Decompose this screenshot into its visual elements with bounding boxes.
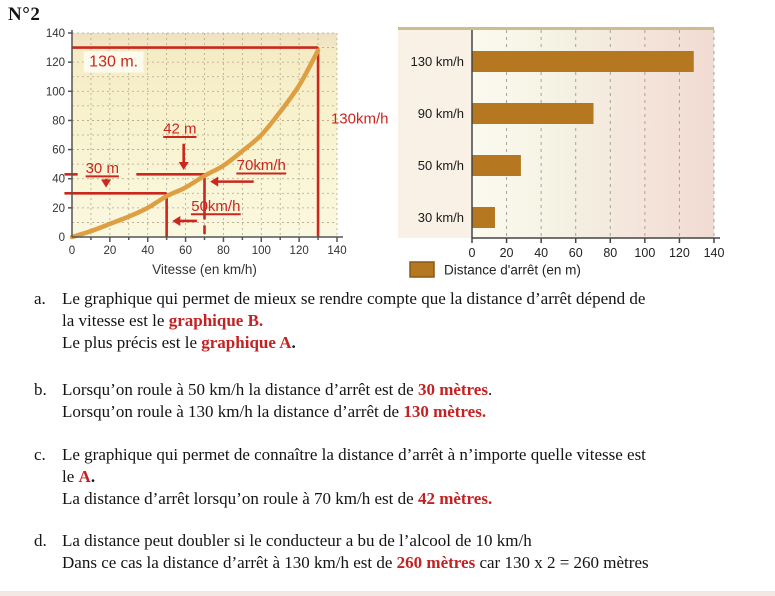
annotation-label: 130 m. bbox=[89, 53, 139, 71]
legend-swatch bbox=[410, 262, 434, 277]
bar-category-label: 30 km/h bbox=[417, 210, 464, 225]
answer-text: Lorsqu’on roule à 50 km/h la distance d’arrêt est de bbox=[62, 380, 418, 399]
answer-letter: b. bbox=[34, 380, 47, 399]
answer-item-d bbox=[34, 530, 649, 574]
answer-line bbox=[62, 552, 649, 574]
y-tick-label: 40 bbox=[52, 173, 65, 186]
answer-line bbox=[62, 466, 646, 488]
y-tick-label: 80 bbox=[52, 115, 65, 128]
answer-text: Le graphique qui permet de mieux se rendre compte que la distance d’arrêt dépend de bbox=[62, 289, 646, 308]
answer-letter: c. bbox=[34, 445, 46, 464]
exercise-number: N°2 bbox=[8, 4, 41, 25]
x-tick-label: 20 bbox=[499, 246, 514, 260]
answer-text: la vitesse est le bbox=[62, 311, 169, 330]
graph-B-bar-chart bbox=[398, 22, 743, 288]
bar-50km/h bbox=[473, 155, 521, 176]
bar-category-label: 130 km/h bbox=[410, 54, 464, 69]
answer-line bbox=[62, 288, 645, 310]
answer-text: Le plus précis est le bbox=[62, 333, 202, 352]
y-tick-label: 100 bbox=[45, 86, 65, 99]
bar-130km/h bbox=[473, 51, 694, 72]
annotation-label: 42 m bbox=[163, 120, 197, 138]
annotation-label: 130km/h bbox=[330, 110, 389, 128]
x-tick-label: 60 bbox=[179, 245, 192, 257]
answer-letter: a. bbox=[34, 289, 46, 308]
x-tick-label: 20 bbox=[103, 245, 117, 257]
answer-line bbox=[62, 332, 645, 354]
answer-text: Lorsqu’on roule à 130 km/h la distance d’arrêt de bbox=[62, 402, 404, 421]
answer-text: le bbox=[62, 467, 79, 486]
bar-30km/h bbox=[473, 207, 495, 228]
x-tick-label: 40 bbox=[534, 246, 549, 260]
answer-item-b bbox=[34, 379, 492, 423]
answer-text: Dans ce cas la distance d’arrêt à 130 km/h est de bbox=[62, 553, 397, 572]
answer-line bbox=[62, 444, 646, 466]
answer-highlight: 30 mètres bbox=[417, 380, 488, 399]
answer-text: . bbox=[90, 467, 96, 486]
y-tick-label: 60 bbox=[52, 144, 65, 157]
y-tick-label: 120 bbox=[45, 57, 65, 70]
answer-text: La distance peut doubler si le conducteur a bu de l’alcool de 10 km/h bbox=[62, 531, 532, 550]
x-tick-label: 40 bbox=[141, 245, 155, 257]
answer-text: La distance d’arrêt lorsqu’on roule à 70 km/h est de bbox=[62, 489, 418, 508]
x-tick-label: 140 bbox=[327, 245, 347, 257]
answer-highlight: A bbox=[78, 467, 91, 486]
answer-line bbox=[62, 530, 649, 552]
answer-highlight: 260 mètres bbox=[396, 553, 476, 572]
legend-label: Distance d'arrêt (en m) bbox=[444, 262, 581, 278]
x-tick-label: 120 bbox=[668, 246, 690, 260]
answer-line bbox=[62, 401, 492, 423]
bar-90km/h bbox=[473, 103, 594, 124]
y-tick-label: 20 bbox=[52, 202, 65, 215]
x-axis-title: Vitesse (en km/h) bbox=[152, 262, 257, 277]
answer-text: . bbox=[487, 380, 493, 399]
annotation-label: 30 m bbox=[85, 159, 119, 177]
answer-text: . bbox=[291, 333, 296, 352]
answer-item-a bbox=[34, 288, 645, 354]
x-tick-label: 100 bbox=[251, 245, 271, 257]
answer-highlight: graphique A bbox=[201, 333, 292, 352]
x-tick-label: 140 bbox=[703, 246, 725, 260]
answer-line bbox=[62, 488, 646, 510]
y-tick-label: 140 bbox=[45, 28, 65, 40]
x-tick-label: 0 bbox=[68, 245, 76, 257]
answer-highlight: 42 mètres. bbox=[417, 489, 493, 508]
annotation-label: 50km/h bbox=[191, 197, 241, 215]
answer-text: car 130 x 2 = 260 mètres bbox=[475, 553, 649, 572]
answer-highlight: 130 mètres. bbox=[403, 402, 487, 421]
x-tick-label: 60 bbox=[568, 246, 583, 260]
answer-line bbox=[62, 379, 492, 401]
y-tick-label: 0 bbox=[58, 232, 65, 244]
x-tick-label: 80 bbox=[603, 246, 618, 260]
bar-category-label: 90 km/h bbox=[417, 106, 464, 121]
answer-line bbox=[62, 310, 645, 332]
bar-category-label: 50 km/h bbox=[417, 158, 464, 173]
answer-text: Le graphique qui permet de connaître la distance d’arrêt à n’importe quelle vitesse est bbox=[62, 445, 646, 464]
x-tick-label: 100 bbox=[634, 246, 656, 260]
x-tick-label: 120 bbox=[289, 245, 309, 257]
answer-item-c bbox=[34, 444, 646, 510]
graph-A-line-chart bbox=[45, 22, 405, 288]
x-tick-label: 80 bbox=[217, 245, 230, 257]
scan-edge bbox=[0, 591, 775, 596]
annotation-label: 70km/h bbox=[236, 156, 286, 174]
x-tick-label: 0 bbox=[468, 246, 476, 260]
answer-letter: d. bbox=[34, 531, 47, 550]
answer-highlight: graphique B. bbox=[168, 311, 264, 330]
